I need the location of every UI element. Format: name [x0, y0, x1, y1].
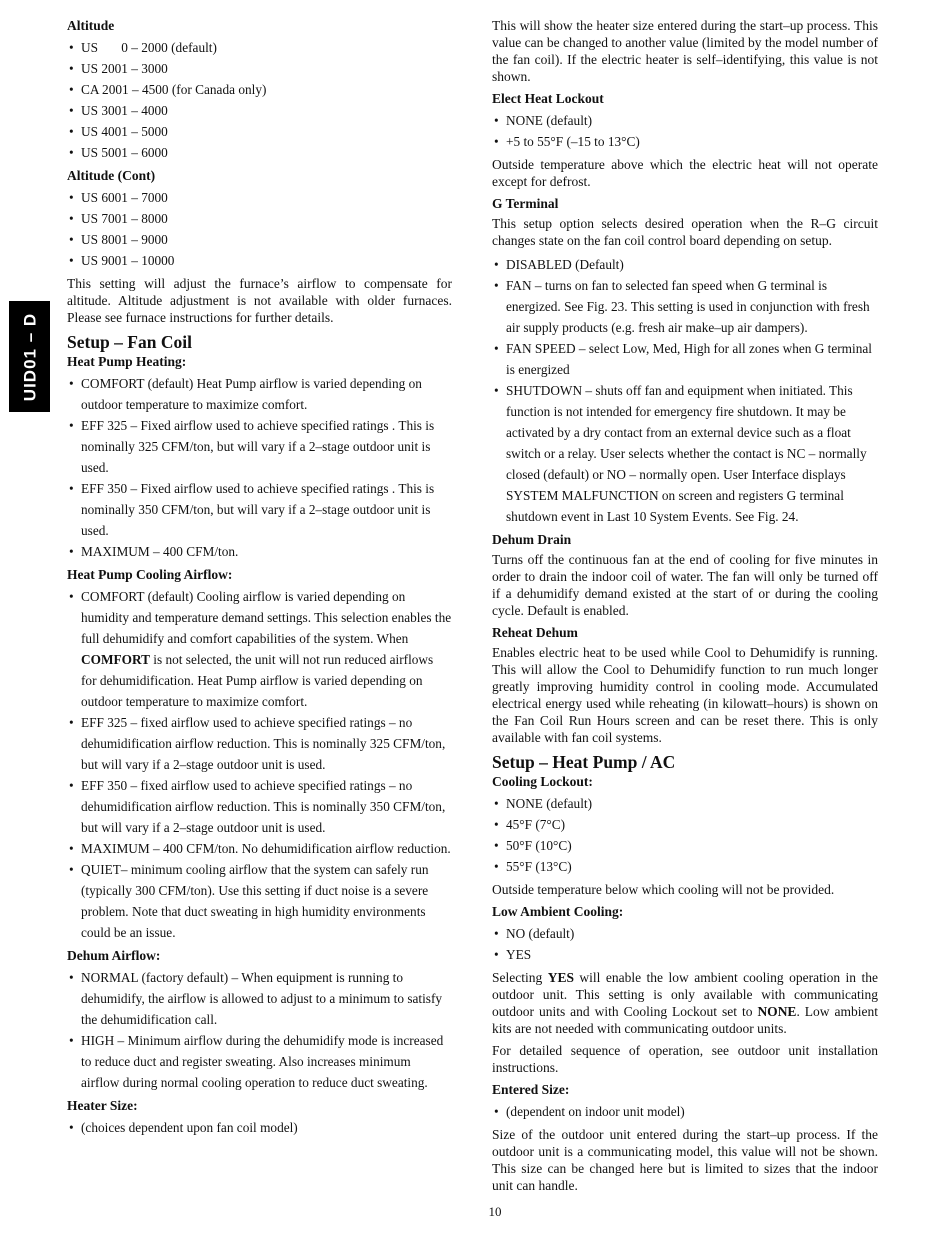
low-ambient-none: NONE: [757, 1004, 797, 1019]
dehum-drain-heading: Dehum Drain: [492, 532, 572, 547]
list-item: • SHUTDOWN – shuts off fan and equipment when initiated. This function is not intended for emergency fire shutdown. It may be activated by a dry contact from an external device such as a float switch or a relay. User selects whether the contact is NC – normally closed (default) or NO – normally open. User Interface displays SYSTEM MALFUNCTION on screen and registers G terminal shutdown event in Last 10 System Events. See Fig. 24.: [492, 380, 878, 527]
list-item: • US 0 – 2000 (default): [67, 37, 452, 58]
list-item: • HIGH – Minimum airflow during the dehumidify mode is increased to reduce duct and register sweating. Also increases minimum airflow during normal cooling operation to reduce duct sweating.: [67, 1030, 452, 1093]
left-column: [67, 17, 452, 1142]
list-item: • US 3001 – 4000: [67, 100, 452, 121]
g-terminal-paragraph: This setup option selects desired operation when the R–G circuit changes state on the fan coil control board depending on setup.: [492, 216, 878, 248]
elect-heat-lockout-paragraph: Outside temperature above which the electric heat will not operate except for defrost.: [492, 157, 878, 189]
list-item: • EFF 350 – Fixed airflow used to achieve specified ratings . This is nominally 350 CFM/ton, but will vary if a 2–stage outdoor unit is used.: [67, 478, 452, 541]
list-item: • FAN SPEED – select Low, Med, High for all zones when G terminal is energized: [492, 338, 878, 380]
altitude-cont-heading: Altitude (Cont): [67, 168, 156, 183]
cooling-lockout-heading: Cooling Lockout:: [492, 774, 593, 789]
list-item: • YES: [492, 944, 878, 965]
low-ambient-paragraph: [492, 969, 878, 1037]
list-item: • US 8001 – 9000: [67, 229, 452, 250]
list-item: • 50°F (10°C): [492, 835, 878, 856]
low-ambient-list: [492, 923, 878, 965]
list-item: • COMFORT (default) Heat Pump airflow is varied depending on outdoor temperature to maximize comfort.: [67, 373, 452, 415]
cooling-lockout-paragraph: Outside temperature below which cooling will not be provided.: [492, 882, 835, 897]
section-side-tab: [9, 301, 50, 412]
dehum-drain-paragraph: Turns off the continuous fan at the end of cooling for five minutes in order to drain the indoor coil of water. The fan will only be turned off if a dehumidify demand existed at the start of or during the cooling cycle. Default is enabled.: [492, 552, 878, 618]
low-ambient-text-e: . Low ambient kits are not needed with communicating outdoor units.: [492, 1004, 878, 1036]
list-item: • US 6001 – 7000: [67, 187, 452, 208]
list-item: • US 4001 – 5000: [67, 121, 452, 142]
list-item: • EFF 325 – fixed airflow used to achieve specified ratings – no dehumidification airflow reduction. This is nominally 325 CFM/ton, but will vary if a 2–stage outdoor unit is used.: [67, 712, 452, 775]
list-item: • NO (default): [492, 923, 878, 944]
list-item: • 45°F (7°C): [492, 814, 878, 835]
list-item: • +5 to 55°F (–15 to 13°C): [492, 131, 878, 152]
altitude-cont-list: [67, 187, 452, 271]
low-ambient-text-c: will enable the low ambient cooling operation in the outdoor unit. This setting is only available with communicating outdoor units and with Cooling Lockout set to: [492, 970, 878, 1019]
list-item: • 55°F (13°C): [492, 856, 878, 877]
low-ambient-yes: YES: [547, 970, 574, 985]
dehum-airflow-heading: Dehum Airflow:: [67, 948, 161, 963]
list-item: • US 2001 – 3000: [67, 58, 452, 79]
comfort-text-bold: COMFORT: [81, 652, 150, 667]
heater-size-list: [67, 1117, 452, 1138]
list-item: • DISABLED (Default): [492, 254, 878, 275]
list-item: • NORMAL (factory default) – When equipment is running to dehumidify, the airflow is allowed to adjust to a minimum to satisfy the dehumidification call.: [67, 967, 452, 1030]
altitude-paragraph: This setting will adjust the furnace’s airflow to compensate for altitude. Altitude adjustment is not available with older furnaces. Please see furnace instructions for further details.: [67, 276, 452, 325]
heat-pump-heating-list: [67, 373, 452, 562]
cooling-lockout-list: [492, 793, 878, 877]
g-terminal-heading: G Terminal: [492, 196, 559, 211]
setup-fan-coil-title: Setup – Fan Coil: [67, 332, 192, 352]
list-item: • NONE (default): [492, 110, 878, 131]
right-column: [492, 17, 878, 1199]
list-item: • QUIET– minimum cooling airflow that the system can safely run (typically 300 CFM/ton). Use this setting if duct noise is a severe problem. Note that duct sweating in high humidity environments could be an issue.: [67, 859, 452, 943]
list-item: • CA 2001 – 4500 (for Canada only): [67, 79, 452, 100]
altitude-heading: Altitude: [67, 18, 115, 33]
elect-heat-lockout-list: [492, 110, 878, 152]
reheat-dehum-paragraph: Enables electric heat to be used while Cool to Dehumidify is running. This will allow the Cool to Dehumidify function to run much longer greatly improving humidity control in cooling mode. Accumulated electrical energy used while reheating (in kilowatt–hours) is shown on the Fan Coil Run Hours screen and can be reset there. This is only available with fan coil systems.: [492, 645, 878, 745]
list-item: • MAXIMUM – 400 CFM/ton. No dehumidification airflow reduction.: [67, 838, 452, 859]
list-item: • FAN – turns on fan to selected fan speed when G terminal is energized. See Fig. 23. This setting is used in conjunction with fresh air supply products (e.g. fresh air make–up air dampers).: [492, 275, 878, 338]
reheat-dehum-heading: Reheat Dehum: [492, 625, 578, 640]
dehum-airflow-list: [67, 967, 452, 1093]
list-item: • EFF 350 – fixed airflow used to achieve specified ratings – no dehumidification airflow reduction. This is nominally 350 CFM/ton, but will vary if a 2–stage outdoor unit is used.: [67, 775, 452, 838]
list-item: • US 7001 – 8000: [67, 208, 452, 229]
low-ambient-text-a: Selecting: [492, 970, 548, 985]
list-item: • US 9001 – 10000: [67, 250, 452, 271]
heat-pump-heating-heading: Heat Pump Heating:: [67, 354, 187, 369]
heater-size-heading: Heater Size:: [67, 1098, 138, 1113]
setup-heat-pump-title: Setup – Heat Pump / AC: [492, 752, 676, 772]
heater-size-paragraph: This will show the heater size entered during the start–up process. This value can be changed to another value (limited by the model number of the fan coil). If the electric heater is self–identifying, this value is not shown.: [492, 18, 878, 84]
comfort-text-a: COMFORT (default) Cooling airflow is varied depending on humidity and temperature demand settings. This selection enables the full dehumidify and comfort capabilities of the system. When: [81, 589, 452, 646]
entered-size-list: [492, 1101, 878, 1122]
list-item: • US 5001 – 6000: [67, 142, 452, 163]
elect-heat-lockout-heading: Elect Heat Lockout: [492, 91, 604, 106]
comfort-text-c: is not selected, the unit will not run reduced airflows for dehumidification. Heat Pump airflow is varied depending on outdoor temperature to maximize comfort.: [81, 652, 434, 709]
list-item: [67, 586, 452, 712]
side-tab-label: UID01 – D: [20, 312, 39, 401]
low-ambient-paragraph-2: For detailed sequence of operation, see outdoor unit installation instructions.: [492, 1043, 878, 1075]
list-item: • EFF 325 – Fixed airflow used to achieve specified ratings . This is nominally 325 CFM/ton, but will vary if a 2–stage outdoor unit is used.: [67, 415, 452, 478]
list-item: • NONE (default): [492, 793, 878, 814]
list-item: • (dependent on indoor unit model): [492, 1101, 878, 1122]
heat-pump-cooling-list: [67, 586, 452, 943]
altitude-list: [67, 37, 452, 163]
heat-pump-cooling-heading: Heat Pump Cooling Airflow:: [67, 567, 233, 582]
list-item: • (choices dependent upon fan coil model): [67, 1117, 452, 1138]
entered-size-heading: Entered Size:: [492, 1082, 570, 1097]
g-terminal-list: [492, 254, 878, 527]
list-item: • MAXIMUM – 400 CFM/ton.: [67, 541, 452, 562]
page-number: 10: [488, 1204, 502, 1219]
low-ambient-heading: Low Ambient Cooling:: [492, 904, 624, 919]
entered-size-paragraph: Size of the outdoor unit entered during the start–up process. If the outdoor unit is a communicating model, this value will not be shown. This size can be changed here but is limited to sizes that the indoor unit can handle.: [492, 1127, 878, 1193]
